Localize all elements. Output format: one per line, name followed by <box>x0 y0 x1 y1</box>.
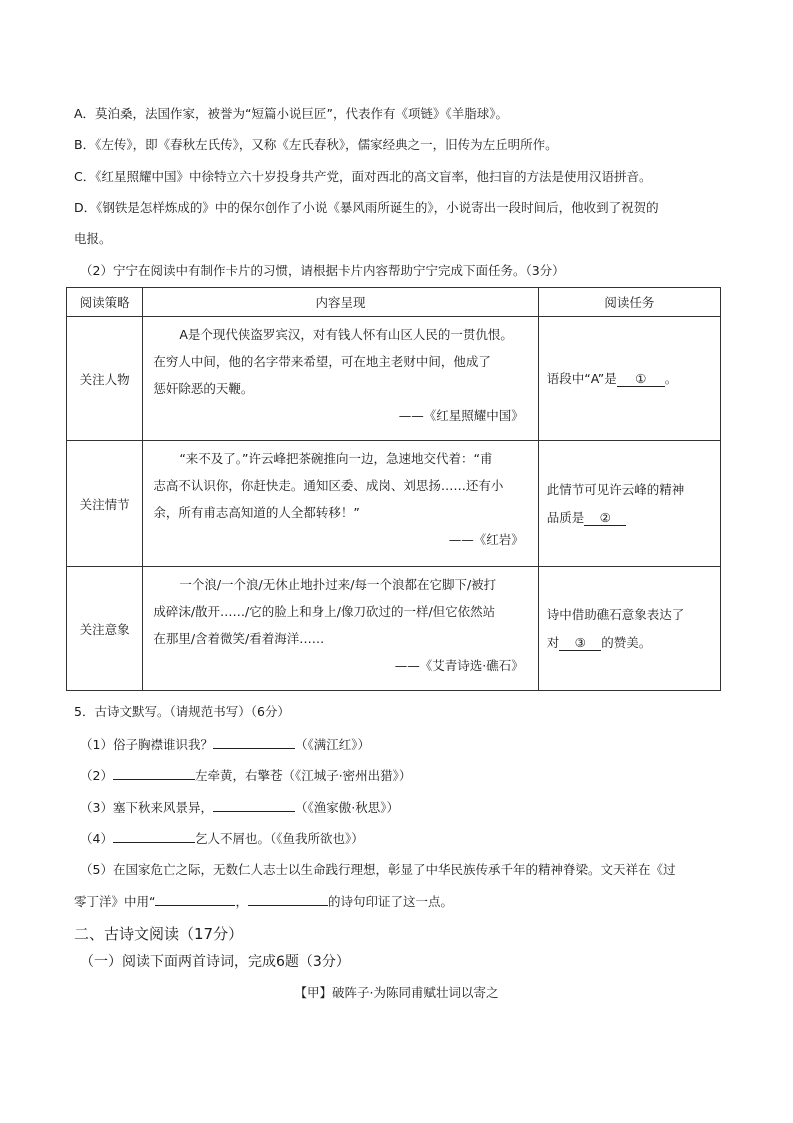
content-line: 志高不认识你，你赶快走。通知区委、成岗、刘思扬……还有小 <box>153 478 504 493</box>
strategy-cell: 关注情节 <box>67 441 143 567</box>
item-text: 零丁洋》中用“ <box>74 894 156 909</box>
answer-blank[interactable] <box>113 767 195 780</box>
option-d-line1: D．《钢铁是怎样炼成的》中的保尔创作了小说《暴风雨所诞生的》，小说寄出一段时间后，他收到了祝贺的 <box>74 200 659 215</box>
task-cell <box>538 317 720 441</box>
recitation-item-3 <box>80 799 399 816</box>
header-strategy: 阅读策略 <box>67 288 143 317</box>
answer-blank[interactable]: ③ <box>559 636 601 651</box>
option-c: C．《红星照耀中国》中徐特立六十岁投身共产党，面对西北的高文盲率，他扫盲的方法是使用汉语拼音。 <box>74 169 652 184</box>
item-text: 乞人不屑也。（《鱼我所欲也》） <box>194 831 364 846</box>
content-line: A是个现代侠盗罗宾汉，对有钱人怀有山区人民的一贯仇恨。 <box>179 327 513 342</box>
section-2-title: 二、古诗文阅读（17分） <box>74 925 244 943</box>
task-text: 诗中借助礁石意象表达了 <box>546 606 685 622</box>
item-text: （2） <box>80 768 113 783</box>
task-text: 品质是 <box>546 509 585 525</box>
subsection-title: （一）阅读下面两首诗词，完成6题（3分） <box>80 954 350 970</box>
recitation-item-4 <box>80 830 364 847</box>
answer-blank[interactable] <box>213 799 295 812</box>
option-a: A．莫泊桑，法国作家，被誉为“短篇小说巨匠”，代表作有《项链》《羊脂球》。 <box>74 106 509 121</box>
task-cell <box>538 567 720 691</box>
item-text: （《渔家傲·秋思》） <box>294 800 399 815</box>
recitation-item-5-line2 <box>74 893 453 910</box>
strategy-cell: 关注意象 <box>67 567 143 691</box>
item-text: （4） <box>80 831 113 846</box>
option-b: B．《左传》，即《春秋左氏传》，又称《左氏春秋》，儒家经典之一，旧传为左丘明所作。 <box>74 137 558 152</box>
task-text: 对 <box>546 634 560 650</box>
item-text: （1）俗子胸襟谁识我？ <box>80 737 213 752</box>
recitation-item-1 <box>80 736 370 753</box>
strategy-cell: 关注人物 <box>67 317 143 441</box>
content-cell <box>143 317 538 441</box>
answer-blank[interactable] <box>213 736 295 749</box>
content-line: 惩奸除恶的天鞭。 <box>153 381 254 396</box>
table-header-row <box>67 288 721 317</box>
content-line: 一个浪/一个浪/无休止地扑过来/每一个浪都在它脚下/被打 <box>179 577 497 592</box>
poem-title: 【甲】破阵子·为陈同甫赋壮词以寄之 <box>294 985 499 1000</box>
item-text: （3）塞下秋来风景异， <box>80 800 213 815</box>
question-5-title: 5．古诗文默写。（请规范书写）（6分） <box>74 704 290 719</box>
answer-blank[interactable]: ① <box>617 372 665 387</box>
content-line: “来不及了。”许云峰把茶碗推向一边，急速地交代着：“甫 <box>179 451 493 466</box>
answer-blank[interactable]: ② <box>584 511 626 526</box>
answer-blank[interactable] <box>113 830 195 843</box>
content-line: 成碎沫/散开……/它的脸上和身上/像刀砍过的一样/但它依然站 <box>153 604 496 619</box>
source-citation: ——《红星照耀中国》 <box>398 408 524 423</box>
source-citation: ——《艾青诗选·礁石》 <box>394 658 524 673</box>
question-2-intro: （2）宁宁在阅读中有制作卡片的习惯，请根据卡片内容帮助宁宁完成下面任务。（3分） <box>80 263 565 278</box>
reading-card-table <box>66 287 721 691</box>
header-task: 阅读任务 <box>538 288 720 317</box>
recitation-item-2 <box>80 767 411 784</box>
table-row <box>67 441 721 567</box>
content-line: 余，所有甫志高知道的人全都转移！” <box>153 505 360 520</box>
recitation-item-5-line1: （5）在国家危亡之际，无数仁人志士以生命践行理想，彰显了中华民族传承千年的精神脊梁。文天祥在《过 <box>80 862 676 877</box>
table-row <box>67 317 721 441</box>
content-line: 在穷人中间，他的名字带来希望，可在地主老财中间，他成了 <box>153 354 491 369</box>
task-text: 语段中“A”是 <box>546 370 617 386</box>
header-content: 内容呈现 <box>143 288 538 317</box>
task-text-end: 。 <box>664 370 678 386</box>
item-text: 左牵黄，右擎苍（《江城子·密州出猎》） <box>194 768 412 783</box>
task-text-end: 的赞美。 <box>601 634 652 650</box>
source-citation: ——《红岩》 <box>448 532 524 547</box>
answer-blank[interactable] <box>248 893 328 906</box>
item-text: ， <box>235 894 248 909</box>
option-d-line2: 电报。 <box>74 231 112 246</box>
content-cell <box>143 441 538 567</box>
answer-blank[interactable] <box>155 893 235 906</box>
table-row <box>67 567 721 691</box>
content-line: 在那里/含着微笑/看着海洋…… <box>153 631 325 646</box>
content-cell <box>143 567 538 691</box>
task-cell <box>538 441 720 567</box>
item-text: 的诗句印证了这一点。 <box>328 894 454 909</box>
item-text: （《满江红》） <box>294 737 370 752</box>
task-text: 此情节可见许云峰的精神 <box>546 481 685 497</box>
